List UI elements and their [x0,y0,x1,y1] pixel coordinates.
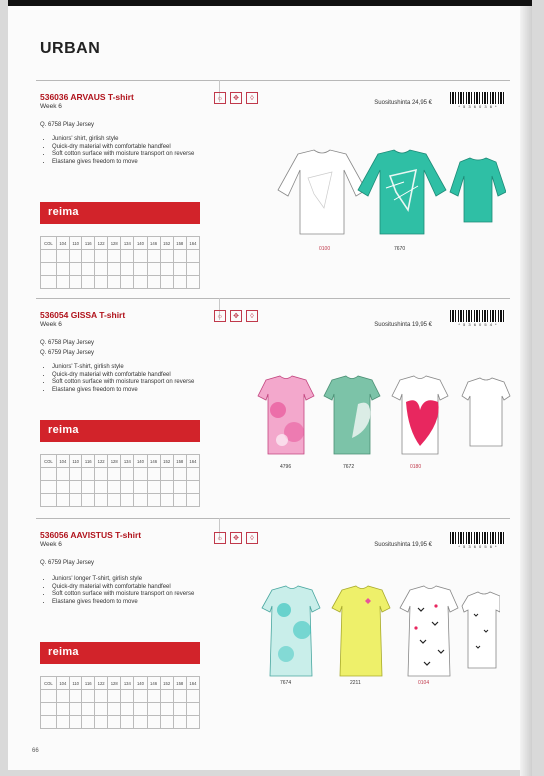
barcode-digits: * 5 3 6 0 5 4 * [458,322,498,327]
brand-logo: reima [48,424,79,436]
feature-item: • Soft cotton surface with moisture transport on reverse [52,379,202,387]
quality-line: Q. 6758 Play Jersey [40,340,95,346]
tshirt-white-hearts [400,586,458,676]
tshirt-pink-tiedye [258,376,314,454]
size-cell: 110 [69,677,82,690]
size-row [41,703,200,716]
size-cell: 146 [147,237,160,250]
size-row [41,494,200,507]
brand-banner [40,202,200,224]
barcode-digits: * 5 3 6 0 5 6 * [458,544,498,549]
product-quality [40,120,94,130]
size-row [41,276,200,289]
product-section-2 [36,298,510,510]
feature-item: • Juniors' T-shirt, girlish style [52,364,202,372]
tshirt-yellow [332,586,390,676]
feature-item: • Quick-dry material with comfortable handfeel [52,144,202,152]
size-header-row [41,677,200,690]
product-name: 536056 AAVISTUS T-shirt [40,530,142,540]
size-cell: 164 [186,677,199,690]
quick-dry-icon: ◊ [246,532,258,544]
product-quality [40,558,94,568]
feature-list [40,364,202,394]
size-cell: 134 [121,677,134,690]
size-row [41,468,200,481]
product-section-3 [36,518,510,736]
breathable-icon: ✥ [230,92,242,104]
size-grid [40,236,200,289]
tshirt-white-pink-heart [392,376,448,454]
feature-item: • Elastane gives freedom to move [52,599,202,607]
size-cell: 146 [147,455,160,468]
size-cell: 146 [147,677,160,690]
feature-icons [214,532,258,544]
quality-line: Q. 6759 Play Jersey [40,350,95,356]
quality-line: Q. 6759 Play Jersey [40,560,95,566]
feature-icons [214,310,258,322]
size-cell: 128 [108,455,121,468]
garment-illustrations [274,148,506,244]
size-cell: 110 [69,237,82,250]
garment-illustrations [250,584,500,682]
section-divider [36,80,510,81]
quick-dry-icon: ◊ [246,310,258,322]
size-cell: 116 [82,455,95,468]
color-code: 4796 [280,464,292,470]
color-code: 0180 [410,464,422,470]
size-cell: 116 [82,677,95,690]
product-name: 536054 GISSA T-shirt [40,310,126,320]
size-cell: 134 [121,455,134,468]
size-cell: 164 [186,455,199,468]
size-header-row [41,237,200,250]
size-grid [40,676,200,729]
product-week: Week 6 [40,541,62,548]
size-row [41,263,200,276]
tshirt-turquoise-back [450,158,506,222]
size-cell: 116 [82,237,95,250]
feature-item: • Quick-dry material with comfortable handfeel [52,584,202,592]
feature-list [40,576,202,606]
tshirt-white-longsleeve [278,150,366,234]
feature-icons [214,92,258,104]
catalog-page [8,0,532,770]
price-label: Suositushinta 19,95 € [374,322,432,328]
size-cell: 140 [134,455,147,468]
size-cell: 140 [134,677,147,690]
page-edge [520,6,532,776]
feature-list [40,136,202,166]
brand-banner [40,420,200,442]
section-divider [36,298,510,299]
tshirt-turquoise-longsleeve [358,150,446,234]
product-quality [40,338,94,358]
size-cell: 104 [56,677,69,690]
color-code: 7674 [280,680,292,686]
size-cell: 122 [95,677,108,690]
color-code: 0104 [418,680,430,686]
size-grid [40,454,200,507]
size-cell: 164 [186,237,199,250]
size-row [41,690,200,703]
tshirt-sage-heart [324,376,380,454]
tshirt-turquoise-print [262,586,320,676]
size-cell: 104 [56,455,69,468]
sun-protection-icon: ☼ [214,92,226,104]
section-divider [36,518,510,519]
size-cell: COL [41,677,57,690]
barcode [450,92,506,110]
feature-item: • Juniors' longer T-shirt, girlish style [52,576,202,584]
size-cell: 140 [134,237,147,250]
size-header-row [41,455,200,468]
size-cell: 104 [56,237,69,250]
feature-item: • Elastane gives freedom to move [52,387,202,395]
quality-line: Q. 6758 Play Jersey [40,122,95,128]
size-cell: 152 [160,237,173,250]
sun-protection-icon: ☼ [214,310,226,322]
brand-logo: reima [48,646,79,658]
size-row [41,250,200,263]
size-cell: 122 [95,455,108,468]
size-cell: 158 [173,455,186,468]
size-cell: 128 [108,237,121,250]
size-cell: 158 [173,677,186,690]
size-cell: 122 [95,237,108,250]
price-label: Suositushinta 24,95 € [374,100,432,106]
product-name: 536036 ARVAUS T-shirt [40,92,134,102]
sun-protection-icon: ☼ [214,532,226,544]
page-title: URBAN [40,40,101,57]
barcode [450,310,506,328]
feature-item: • Quick-dry material with comfortable handfeel [52,372,202,380]
size-row [41,716,200,729]
size-cell: 110 [69,455,82,468]
brand-logo: reima [48,206,79,218]
size-cell: 152 [160,677,173,690]
color-code: 7672 [343,464,355,470]
quick-dry-icon: ◊ [246,92,258,104]
tshirt-white-hearts-back [462,592,500,668]
breathable-icon: ✥ [230,310,242,322]
page-number: 66 [32,748,39,754]
color-code: 2211 [350,680,361,686]
barcode-digits: * 5 3 6 0 3 6 * [458,104,498,109]
feature-item: • Elastane gives freedom to move [52,159,202,167]
feature-item: • Soft cotton surface with moisture transport on reverse [52,591,202,599]
size-cell: 152 [160,455,173,468]
size-cell: 128 [108,677,121,690]
product-section-1 [36,80,510,292]
size-cell: 134 [121,237,134,250]
brand-banner [40,642,200,664]
product-week: Week 6 [40,321,62,328]
barcode [450,532,506,550]
feature-item: • Soft cotton surface with moisture transport on reverse [52,151,202,159]
size-row [41,481,200,494]
color-code: 7670 [394,246,406,252]
garment-illustrations [248,374,512,458]
color-code: 0100 [319,246,331,252]
breathable-icon: ✥ [230,532,242,544]
size-cell: COL [41,455,57,468]
product-week: Week 6 [40,103,62,110]
tshirt-white-back [462,378,510,446]
size-cell: 158 [173,237,186,250]
size-cell: COL [41,237,57,250]
price-label: Suositushinta 19,95 € [374,542,432,548]
feature-item: • Juniors' shirt, girlish style [52,136,202,144]
